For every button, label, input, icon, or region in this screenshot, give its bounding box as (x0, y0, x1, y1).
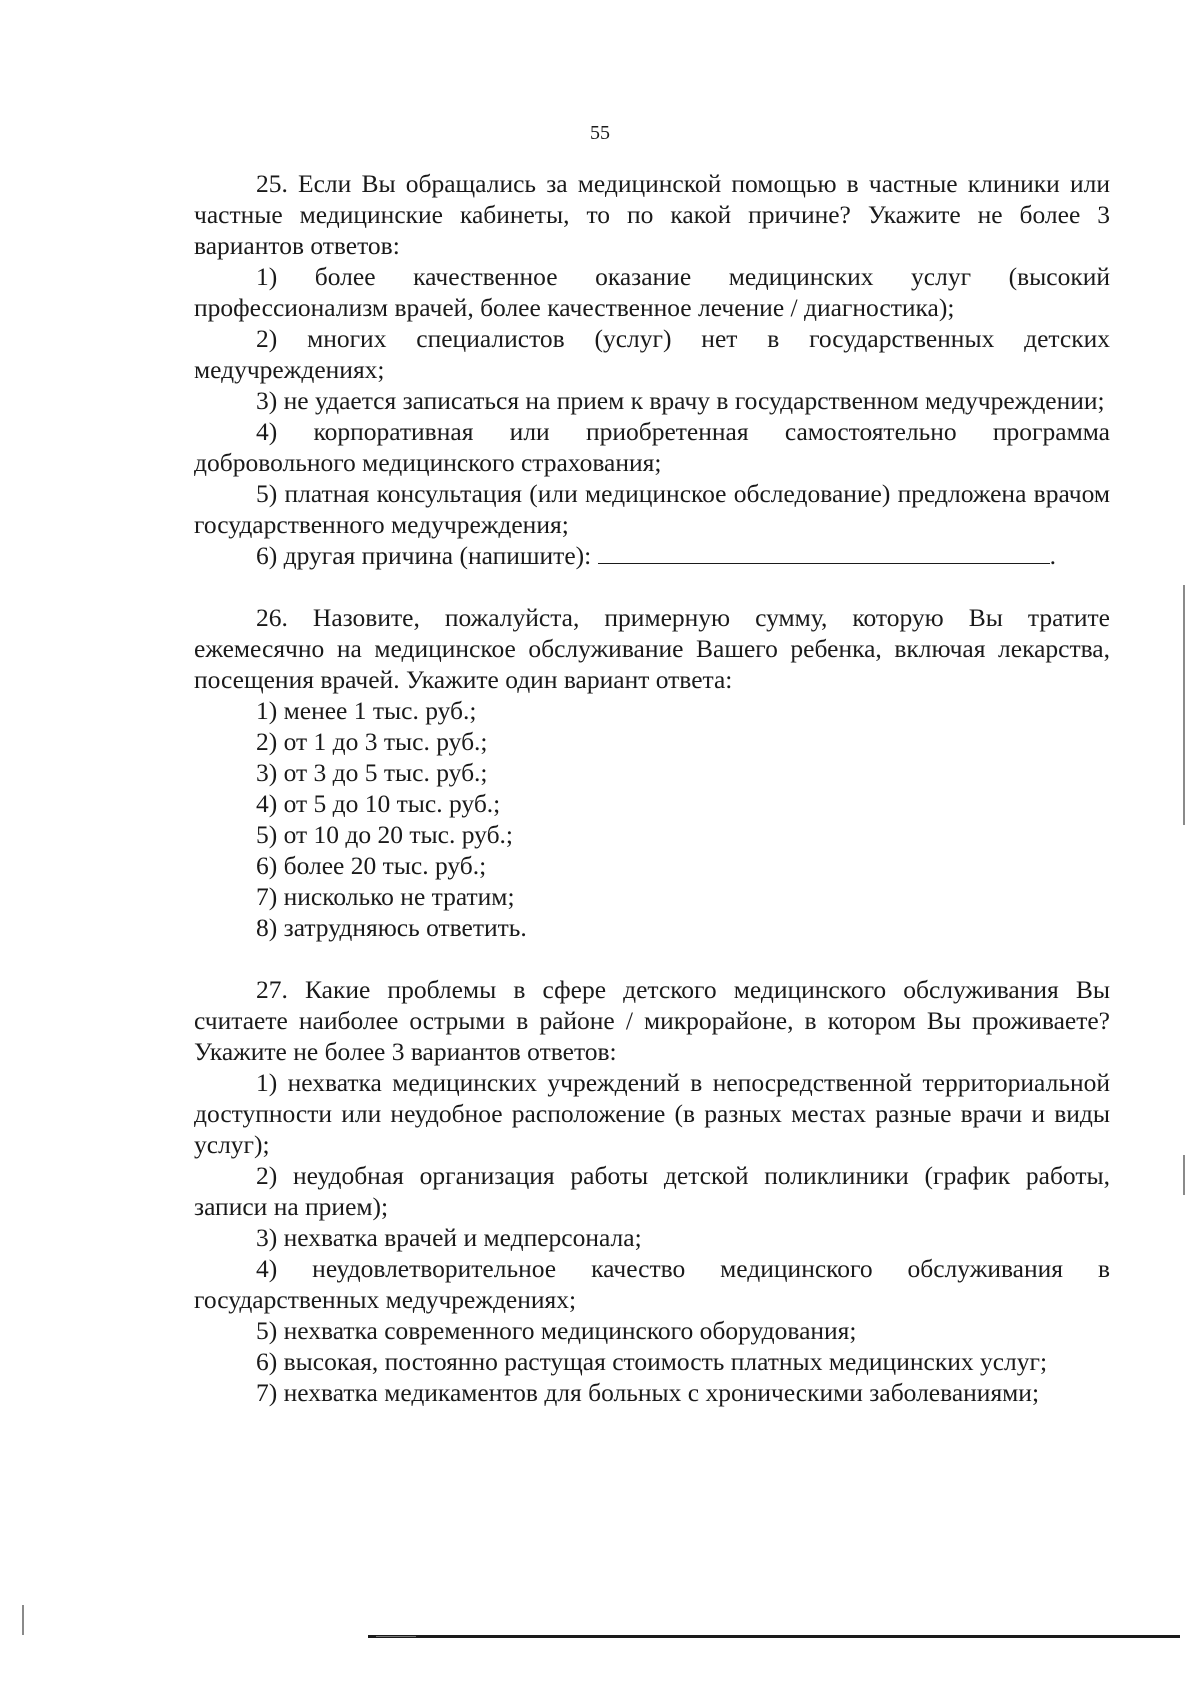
questionnaire-content (194, 168, 1110, 1408)
question-26-option-2: 2) от 1 до 3 тыс. руб.; (256, 727, 488, 756)
question-26-option-1: 1) менее 1 тыс. руб.; (256, 696, 477, 725)
bottom-rule (368, 1635, 1180, 1638)
question-26-option-5: 5) от 10 до 20 тыс. руб.; (256, 820, 514, 849)
spacer (194, 943, 1110, 974)
question-26-text: 26. Назовите, пожалуйста, примерную сумму, которую Вы тратите ежемесячно на медицинское обслуживание Вашего ребенка, включая лекарства, посещения врачей. Укажите один вариант ответа: (194, 603, 1110, 694)
question-27-option-2: 2) неудобная организация работы детской поликлиники (график работы, записи на прием); (194, 1161, 1110, 1221)
question-25 (194, 168, 1110, 571)
question-27-text: 27. Какие проблемы в сфере детского медицинского обслуживания Вы считаете наиболее острыми в районе / микрорайоне, в котором Вы проживаете? Укажите не более 3 вариантов ответов: (194, 975, 1110, 1066)
question-27 (194, 974, 1110, 1408)
question-27-option-5: 5) нехватка современного медицинского оборудования; (256, 1316, 857, 1345)
spacer (194, 571, 1110, 602)
question-25-option-6-label: 6) другая причина (напишите): (256, 541, 592, 570)
question-25-text: 25. Если Вы обращались за медицинской помощью в частные клиники или частные медицинские кабинеты, то по какой причине? Укажите не более 3 вариантов ответов: (194, 169, 1110, 260)
question-27-option-3: 3) нехватка врачей и медперсонала; (256, 1223, 642, 1252)
question-25-option-2: 2) многих специалистов (услуг) нет в государственных детских медучреждениях; (194, 324, 1110, 384)
question-27-option-7: 7) нехватка медикаментов для больных с хроническими заболеваниями; (256, 1378, 1040, 1407)
scan-edge-line (1183, 1155, 1185, 1195)
question-27-option-1: 1) нехватка медицинских учреждений в непосредственной территориальной доступности или неудобное расположение (в разных местах разные врачи и виды услуг); (194, 1068, 1110, 1159)
question-26-option-8: 8) затрудняюсь ответить. (256, 913, 527, 942)
question-26-option-7: 7) нисколько не тратим; (256, 882, 515, 911)
question-25-option-6 (194, 540, 1110, 571)
question-26-option-6: 6) более 20 тыс. руб.; (256, 851, 487, 880)
answer-blank-line (598, 541, 1050, 564)
question-27-option-6: 6) высокая, постоянно растущая стоимость платных медицинских услуг; (256, 1347, 1048, 1376)
question-26 (194, 602, 1110, 943)
question-27-option-4: 4) неудовлетворительное качество медицинского обслуживания в государственных медучреждениях; (194, 1254, 1110, 1314)
scan-edge-line (22, 1605, 24, 1635)
question-25-option-3: 3) не удается записаться на прием к врачу в государственном медучреждении; (256, 386, 1105, 415)
bottom-rule-accent (376, 1636, 416, 1637)
page-number: 55 (590, 122, 610, 144)
scan-edge-line (1183, 585, 1185, 825)
question-26-option-3: 3) от 3 до 5 тыс. руб.; (256, 758, 488, 787)
question-26-option-4: 4) от 5 до 10 тыс. руб.; (256, 789, 501, 818)
question-25-option-5: 5) платная консультация (или медицинское обследование) предложена врачом государственного медучреждения; (194, 479, 1110, 539)
question-25-option-6-end: . (1049, 541, 1056, 570)
question-25-option-1: 1) более качественное оказание медицинских услуг (высокий профессионализм врачей, более качественное лечение / диагностика); (194, 262, 1110, 322)
question-25-option-4: 4) корпоративная или приобретенная самостоятельно программа добровольного медицинского страхования; (194, 417, 1110, 477)
